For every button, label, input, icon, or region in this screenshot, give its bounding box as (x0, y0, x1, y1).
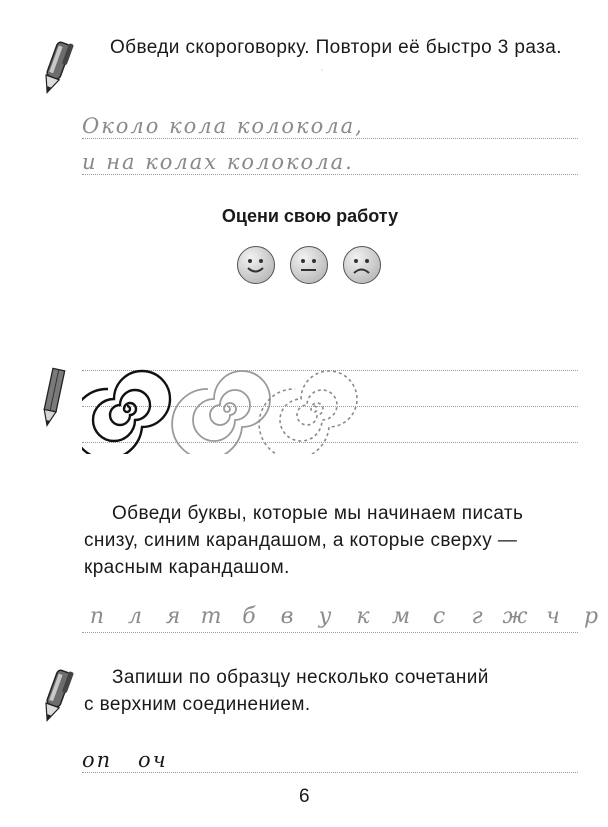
task2-instruction-line-2: снизу, синим карандашом, а которые сверху — (84, 530, 518, 551)
letters-row[interactable] (78, 604, 608, 629)
task3-instruction-line-2: с верхним соединением. (84, 694, 311, 715)
letter[interactable]: ч (546, 604, 560, 629)
task2-instruction-line-1: Обведи буквы, которые мы начинаем писать (112, 503, 524, 524)
spirals-exercise[interactable] (82, 364, 372, 454)
bleed-through: . (320, 58, 325, 75)
letter[interactable]: ж (502, 604, 528, 629)
sample-combination-2: оч (138, 748, 168, 772)
writing-line (82, 138, 578, 139)
evaluate-heading: Оцени свою работу (221, 206, 399, 226)
letter[interactable]: в (280, 604, 294, 629)
page-number: 6 (299, 786, 310, 807)
letter[interactable]: у (318, 604, 332, 629)
task1-instruction: Обведи скороговорку. Повтори её быстро 3 раза. (110, 37, 562, 58)
letter[interactable]: т (200, 604, 222, 629)
letter[interactable]: б (242, 604, 256, 629)
letter[interactable]: п (89, 604, 105, 629)
pen-icon (38, 38, 74, 103)
letter[interactable]: к (356, 604, 370, 629)
writing-line (82, 174, 578, 175)
task2-instruction-line-3: красным карандашом. (84, 557, 290, 578)
letter[interactable]: г (471, 604, 483, 629)
spiral-dashed (259, 371, 357, 454)
letter[interactable]: р (583, 604, 599, 629)
tongue-twister-line-1[interactable]: Около кола колокола, (82, 114, 364, 138)
writing-line (82, 632, 578, 633)
pen-icon (38, 666, 74, 731)
letter[interactable]: с (432, 604, 446, 629)
letter[interactable]: л (127, 604, 142, 629)
neutral-face-icon[interactable] (290, 246, 328, 284)
task3-instruction-line-1: Запиши по образцу несколько сочетаний (112, 667, 489, 688)
spiral-gray (172, 371, 270, 454)
tongue-twister-line-2[interactable]: и на колах колокола. (82, 150, 354, 174)
letter[interactable]: я (165, 604, 181, 629)
sad-face-icon[interactable] (343, 246, 381, 284)
spiral-solid (82, 371, 170, 454)
writing-line[interactable] (82, 772, 578, 773)
pencil-icon (38, 366, 68, 433)
smile-face-icon[interactable] (237, 246, 275, 284)
sample-combination-1: оп (82, 748, 113, 772)
letter[interactable]: м (391, 604, 411, 629)
